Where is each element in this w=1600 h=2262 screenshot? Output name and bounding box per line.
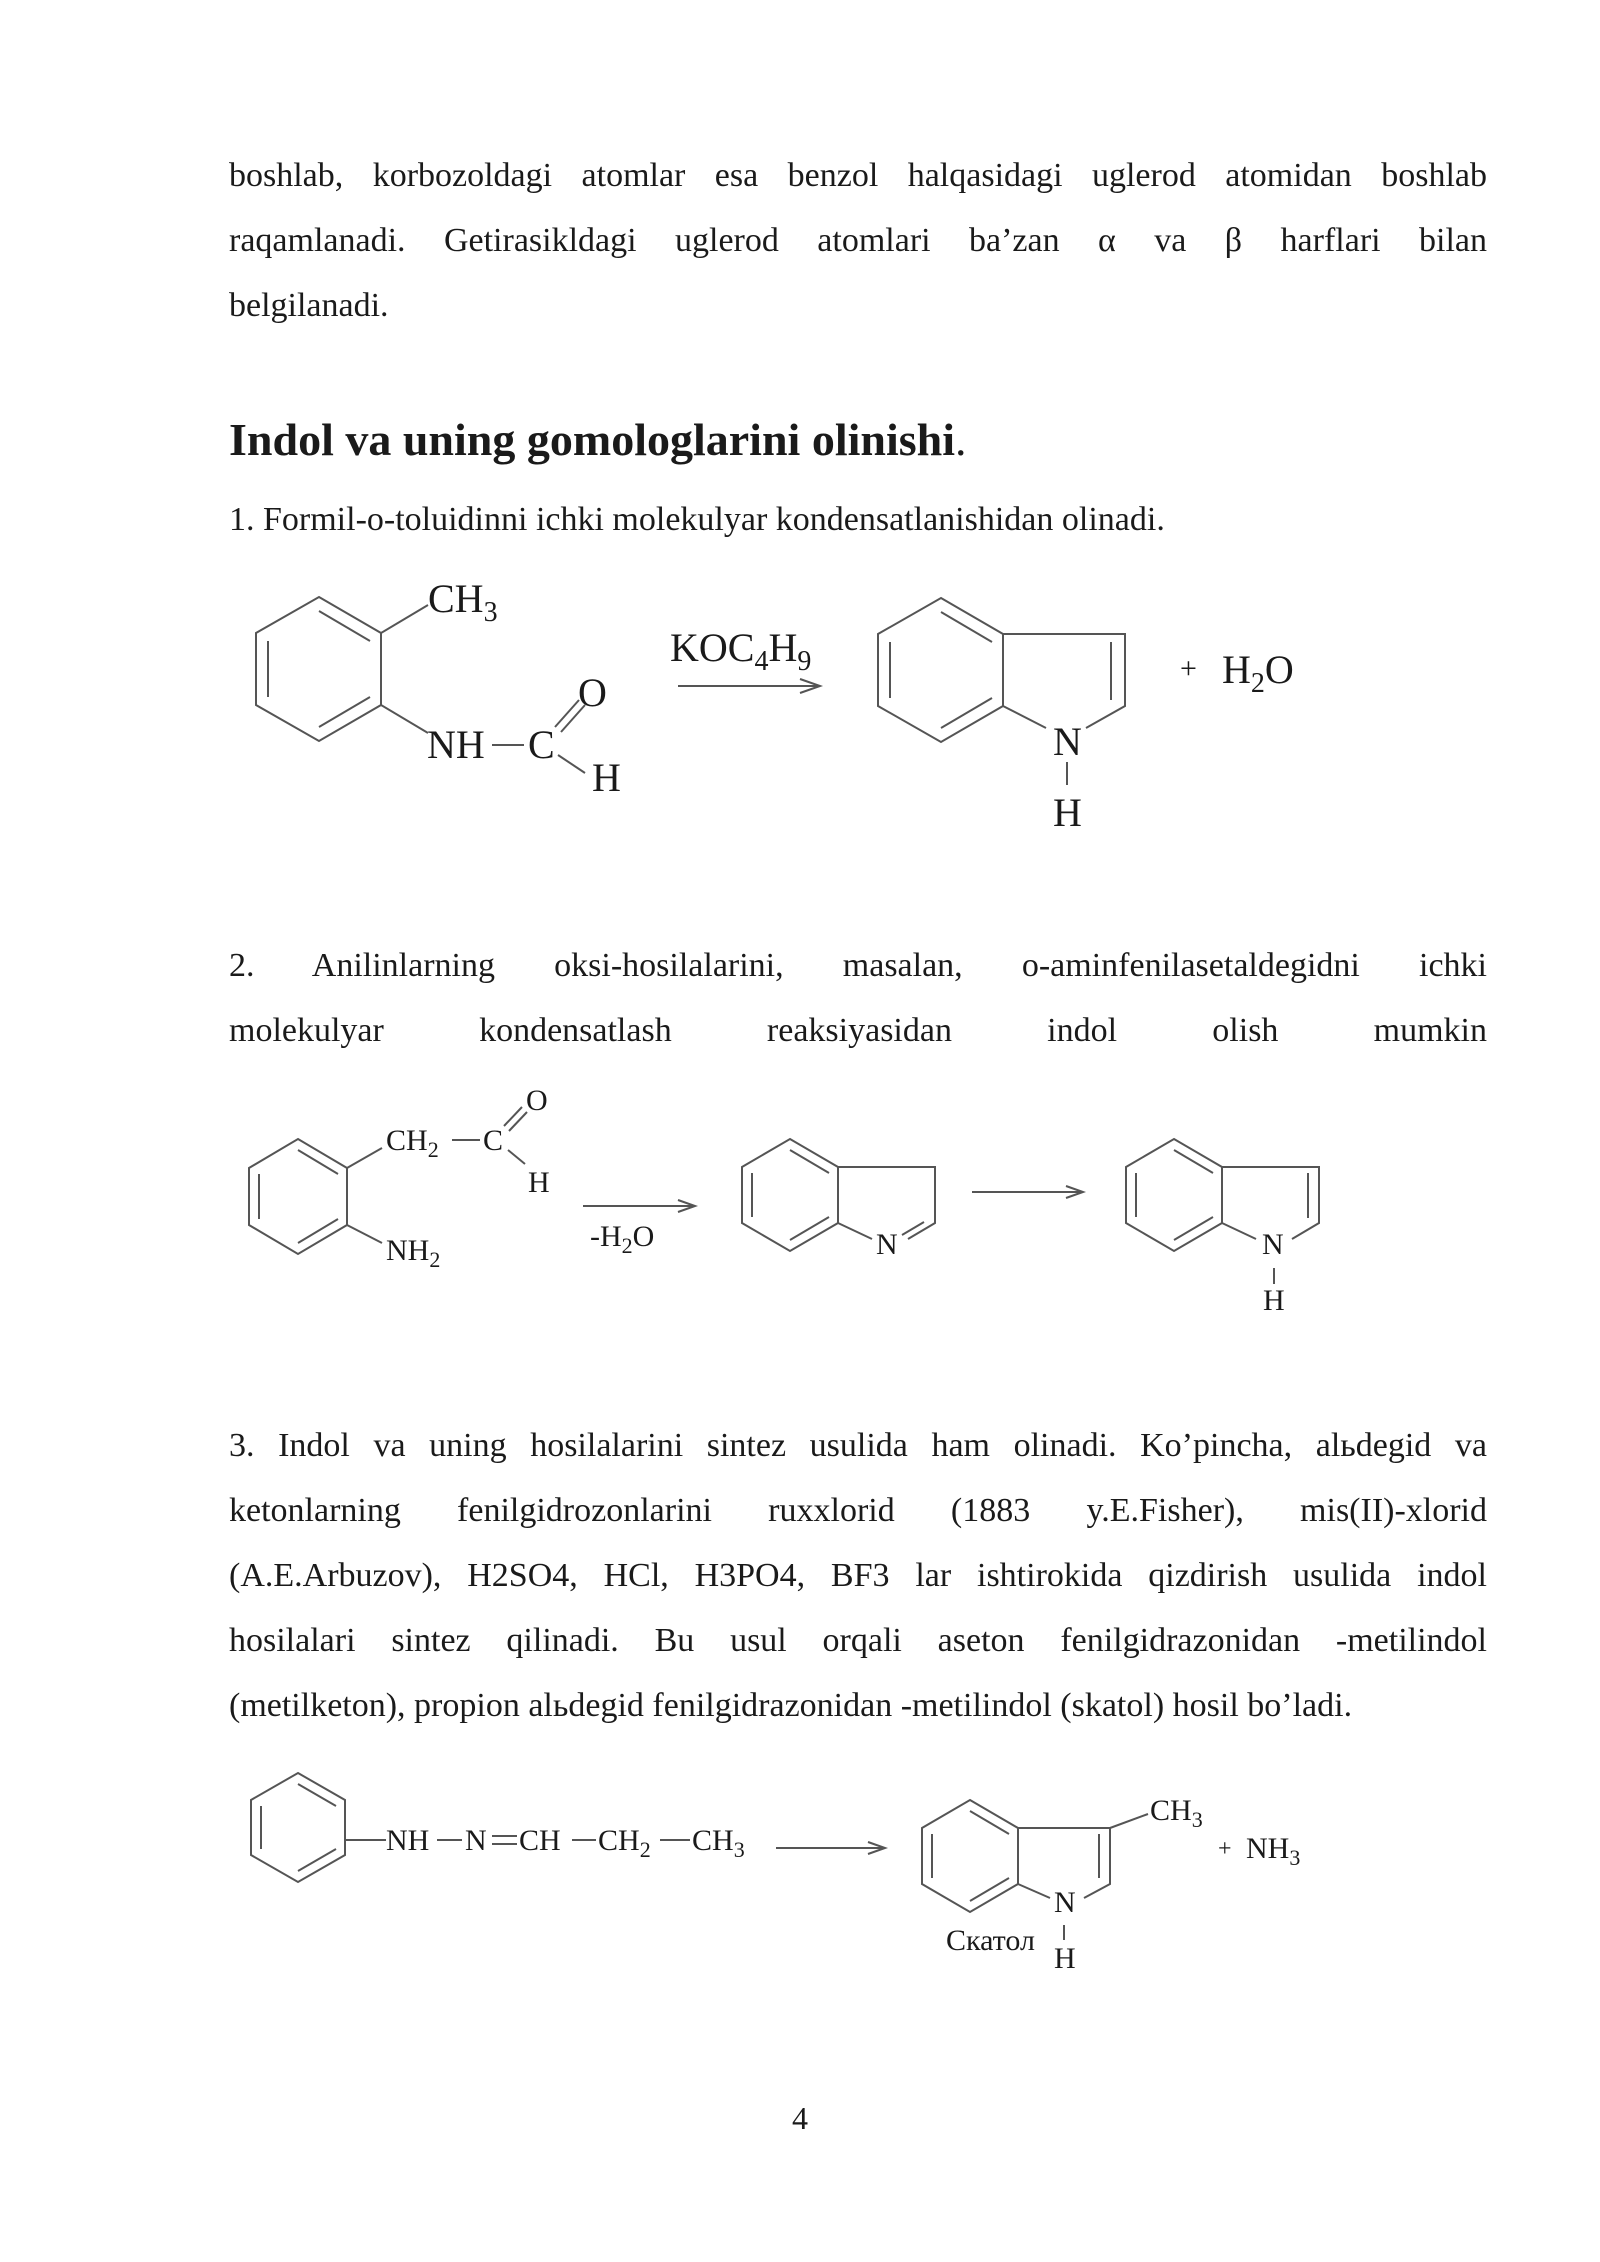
label-o: O [526, 1084, 548, 1117]
intro-line-1: boshlab, korbozoldagi atomlar esa benzol halqasidagi uglerod atomidan boshlab [229, 157, 1487, 194]
ring-double-bond [1174, 1150, 1213, 1173]
ring-double-bond [319, 697, 370, 727]
indole-c-n-bond [1222, 1223, 1256, 1239]
page-number: 4 [792, 2100, 808, 2136]
label-plus: + [1180, 652, 1197, 685]
ring-double-bond [298, 1219, 338, 1243]
label-h: H [592, 755, 621, 800]
ring-double-bond [298, 1849, 336, 1871]
item-3-line-1: 3. Indol va uning hosilalarini sintez usulida ham olinadi. Ko’pincha, alьdegid va [229, 1427, 1487, 1464]
item-2-line-1: 2. Anilinlarning oksi-hosilalarini, masalan, o-aminfenilasetaldegidni ichki [229, 947, 1487, 984]
label-n: N [1054, 1886, 1076, 1919]
bond-nh [381, 705, 428, 733]
ring-double-bond [1174, 1217, 1213, 1240]
label-c: C [483, 1124, 504, 1157]
ring-double-bond [298, 1150, 338, 1174]
bond-ch3 [1110, 1814, 1148, 1828]
ring-double-bond [941, 698, 992, 728]
item-3-line-5: (metilketon), propion alьdegid fenilgidrazonidan -metilindol (skatol) hosil bo’ladi. [229, 1687, 1353, 1724]
label-c: C [528, 722, 555, 767]
indole-benzene-ring [1126, 1139, 1222, 1251]
bond-c-o-double [555, 700, 579, 727]
skatole-c-n-bond [1018, 1884, 1050, 1898]
bond-c-h [508, 1150, 525, 1164]
bond-nh2 [347, 1225, 382, 1243]
section-title [229, 405, 967, 475]
label-chain-nh: NH [386, 1824, 430, 1857]
label-ch3: $CH_3$ [428, 576, 498, 628]
ring-double-bond [790, 1217, 829, 1240]
ring-double-bond [970, 1878, 1009, 1901]
label-ch2: $CH_2$ [386, 1124, 439, 1162]
bond-c-h [558, 755, 585, 773]
label-nh2: $NH_2$ [386, 1234, 441, 1272]
item-1-text: 1. Formil-o-toluidinni ichki molekulyar kondensatlanishidan olinadi. [229, 501, 1165, 538]
ring-double-bond [319, 611, 370, 641]
ring-double-bond [298, 1784, 336, 1806]
section-title-text: Indol va uning gomologlarini olinishi [229, 414, 956, 465]
indolenine-c-n-bond [838, 1223, 872, 1239]
item-3-line-3: (A.E.Arbuzov), H2SO4, HCl, H3PO4, BF3 lar ishtirokida qizdirish usulida indol [229, 1557, 1487, 1594]
indole-benzene-ring [878, 598, 1003, 742]
label-nh-h: H [1053, 790, 1082, 835]
intro-line-3: belgilanadi. [229, 287, 389, 324]
bond-ch3 [381, 605, 428, 633]
reaction-scheme-2 [0, 1070, 1600, 1330]
label-h: H [528, 1166, 550, 1199]
label-chain-ch2: $CH_2$ [598, 1824, 651, 1862]
label-chain-ch: CH [519, 1824, 561, 1857]
label-water: $H_2O$ [1222, 647, 1294, 699]
ring-double-bond [970, 1811, 1009, 1834]
label-n: N [1053, 719, 1082, 764]
label-nh3: $NH_3$ [1246, 1832, 1301, 1870]
label-nh-h: H [1263, 1284, 1285, 1317]
bond-c-o-double [504, 1107, 522, 1126]
label-n: N [876, 1228, 898, 1261]
indole-c-n-bond [1003, 706, 1046, 728]
label-o: O [578, 670, 607, 715]
ring-double-bond [902, 1222, 924, 1235]
bond-c-o-double [509, 1112, 527, 1131]
section-title-dot: . [955, 414, 967, 465]
indole-pyrrole-ring [1003, 634, 1125, 728]
label-reagent: $KOC_4H_9$ [670, 625, 812, 677]
item-3-line-2: ketonlarning fenilgidrozonlarini ruxxlorid (1883 y.E.Fisher), mis(II)-xlorid [229, 1492, 1487, 1529]
indolenine-benzene-ring [742, 1139, 838, 1251]
reaction-scheme-3 [0, 1760, 1600, 2000]
label-product-ch3: $CH_3$ [1150, 1794, 1203, 1832]
label-n: N [1262, 1228, 1284, 1261]
label-skatole-name: Скатол [946, 1924, 1035, 1957]
item-3-line-4: hosilalari sintez qilinadi. Bu usul orqali aseton fenilgidrazonidan -metilindol [229, 1622, 1487, 1659]
label-nh-h: H [1054, 1942, 1076, 1975]
skatole-benzene-ring [922, 1800, 1018, 1912]
label-minus-water: $-H_2O$ [590, 1220, 655, 1258]
ring-double-bond [790, 1150, 829, 1173]
label-nh: NH [427, 722, 485, 767]
label-chain-ch3: $CH_3$ [692, 1824, 745, 1862]
item-2-line-2: molekulyar kondensatlash reaksiyasidan indol olish mumkin [229, 1012, 1487, 1049]
label-plus: + [1218, 1836, 1232, 1862]
bond-ch2 [347, 1148, 382, 1168]
benzene-ring-2 [249, 1139, 347, 1254]
ring-double-bond [941, 612, 992, 642]
label-chain-n: N [465, 1824, 487, 1857]
intro-line-2: raqamlanadi. Getirasikldagi uglerod atomlari ba’zan α va β harflari bilan [229, 222, 1487, 259]
benzene-ring-1 [256, 597, 381, 741]
reaction-scheme-1 [0, 560, 1600, 860]
phenyl-ring [251, 1773, 345, 1882]
